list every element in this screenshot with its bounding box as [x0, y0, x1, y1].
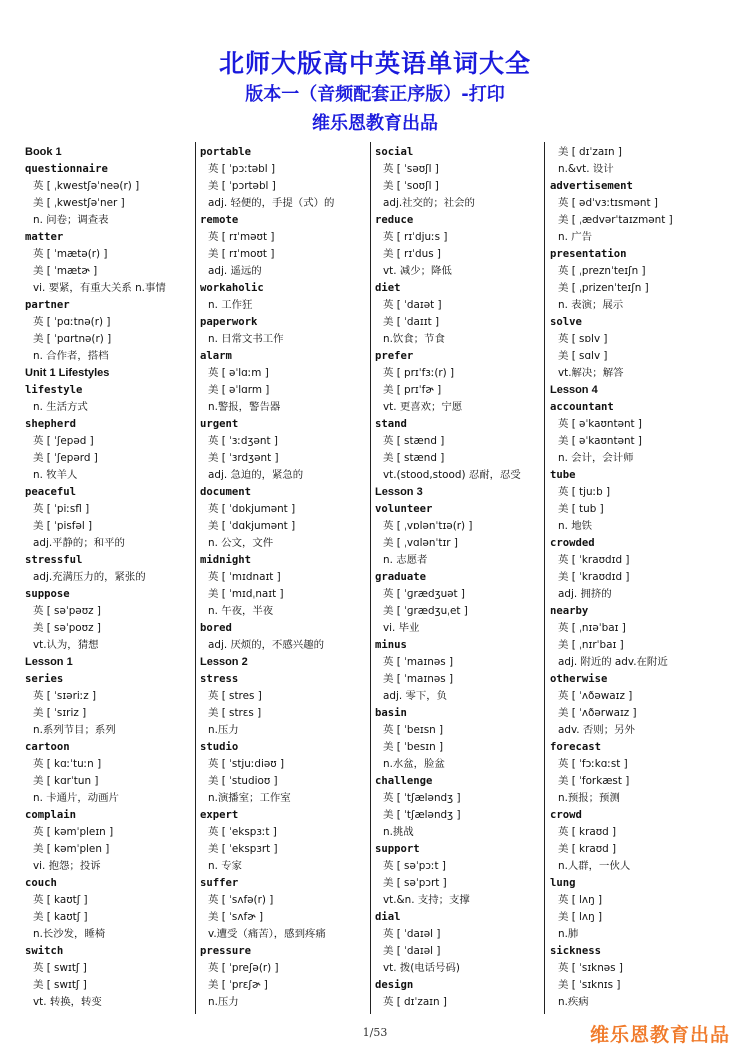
phonetic: 美 [ ˈʌðərwaɪz ] — [558, 707, 637, 719]
phonetic: 美 [ rɪˈdus ] — [383, 248, 441, 260]
definition: adj. 急迫的，紧急的 — [208, 469, 304, 481]
phonetic: 英 [ ˈpɔːtəbl ] — [208, 163, 276, 175]
phonetic: 美 [ ˈsoʊʃl ] — [383, 180, 439, 192]
vocab-word: volunteer — [375, 503, 433, 515]
phonetic: 美 [ ˈsɪriz ] — [33, 707, 87, 719]
vocab-word: prefer — [375, 350, 414, 362]
definition: n.系列节目；系列 — [33, 724, 116, 736]
phonetic: 英 [ ˈsɪəriːz ] — [33, 690, 97, 702]
definition: v.遭受（痛苦），感到疼痛 — [208, 928, 326, 940]
definition: n.长沙发，睡椅 — [33, 928, 106, 940]
definition: adj. 拥挤的 — [558, 588, 612, 600]
phonetic: 英 [ tjuːb ] — [558, 486, 611, 498]
phonetic: 英 [ ˈmætə(r) ] — [33, 248, 108, 260]
vocab-word: stress — [200, 673, 239, 685]
definition: vt.&n. 支持；支撑 — [383, 894, 470, 906]
phonetic: 英 [ ˈpiːsfl ] — [33, 503, 90, 515]
section-heading: Lesson 3 — [375, 486, 423, 498]
definition: n. 卡通片，动画片 — [33, 792, 119, 804]
phonetic: 美 [ kɑrˈtun ] — [33, 775, 99, 787]
phonetic: 英 [ ˈʃepəd ] — [33, 435, 94, 447]
word-column-1 — [25, 144, 190, 1014]
phonetic: 美 [ ˈsɪknɪs ] — [558, 979, 621, 991]
definition: adv. 否则；另外 — [558, 724, 635, 736]
phonetic: 美 [ səˈpoʊz ] — [33, 622, 101, 634]
phonetic: 美 [ ˌkwestʃəˈner ] — [33, 197, 125, 209]
vocab-word: midnight — [200, 554, 252, 566]
phonetic: 英 [ swɪtʃ ] — [33, 962, 87, 974]
phonetic: 美 [ ˈdaɪəl ] — [383, 945, 441, 957]
definition: adj.充满压力的，紧张的 — [33, 571, 146, 583]
publisher-line: 维乐恩教育出品 — [312, 113, 438, 134]
definition: n. 合作者，搭档 — [33, 350, 109, 362]
definition: n. 工作狂 — [208, 299, 253, 311]
phonetic: 美 [ ˈsʌfɚ ] — [208, 911, 263, 923]
phonetic: 美 [ rɪˈmoʊt ] — [208, 248, 275, 260]
phonetic: 英 [ kəmˈpleɪn ] — [33, 826, 114, 838]
phonetic: 英 [ ˈdaɪəl ] — [383, 928, 441, 940]
phonetic: 英 [ səˈpɔːt ] — [383, 860, 446, 872]
phonetic: 英 [ ˈsɪknəs ] — [558, 962, 623, 974]
vocab-word: shepherd — [25, 418, 77, 430]
phonetic: 美 [ dɪˈzaɪn ] — [558, 146, 622, 158]
phonetic: 美 [ ˈkraʊdɪd ] — [558, 571, 630, 583]
phonetic: 英 [ əˈkaʊntənt ] — [558, 418, 642, 430]
phonetic: 美 [ ˈforkæst ] — [558, 775, 630, 787]
phonetic: 美 [ kəmˈplen ] — [33, 843, 110, 855]
definition: adj. 附近的 adv.在附近 — [558, 656, 668, 668]
phonetic: 英 [ ədˈvɜːtɪsmənt ] — [558, 197, 658, 209]
section-heading: Lesson 1 — [25, 656, 73, 668]
definition: vt. 减少；降低 — [383, 265, 452, 277]
vocab-word: cartoon — [25, 741, 70, 753]
vocab-word: series — [25, 673, 64, 685]
vocab-word: alarm — [200, 350, 232, 362]
phonetic: 英 [ ˈpreʃə(r) ] — [208, 962, 279, 974]
phonetic: 英 [ stres ] — [208, 690, 262, 702]
definition: n. 日常文书工作 — [208, 333, 284, 345]
phonetic: 英 [ ˌkwestʃəˈneə(r) ] — [33, 180, 140, 192]
definition: vt.认为，猜想 — [33, 639, 99, 651]
phonetic: 英 [ əˈlɑːm ] — [208, 367, 269, 379]
phonetic: 美 [ əˈkaʊntənt ] — [558, 435, 642, 447]
vocab-word: pressure — [200, 945, 252, 957]
section-heading: Book 1 — [25, 146, 62, 158]
phonetic: 英 [ ˈstjuːdiəʊ ] — [208, 758, 285, 770]
phonetic: 英 [ ˌpreznˈteɪʃn ] — [558, 265, 646, 277]
phonetic: 英 [ ˈdɒkjumənt ] — [208, 503, 296, 515]
phonetic: 美 [ kaʊtʃ ] — [33, 911, 88, 923]
vocab-word: urgent — [200, 418, 239, 430]
phonetic: 英 [ ˈekspɜːt ] — [208, 826, 277, 838]
definition: n. 公文，文件 — [208, 537, 274, 549]
definition: n. 表演；展示 — [558, 299, 624, 311]
phonetic: 美 [ ˈmaɪnəs ] — [383, 673, 454, 685]
definition: adj. 遥远的 — [208, 265, 262, 277]
phonetic: 英 [ ˌnɪəˈbaɪ ] — [558, 622, 626, 634]
phonetic: 英 [ ˌvɒlənˈtɪə(r) ] — [383, 520, 473, 532]
definition: n. 生活方式 — [33, 401, 88, 413]
phonetic: 美 [ səˈpɔrt ] — [383, 877, 447, 889]
definition: n. 志愿者 — [383, 554, 428, 566]
definition: adj. 厌烦的，不感兴趣的 — [208, 639, 324, 651]
phonetic: 英 [ ˈɜːdʒənt ] — [208, 435, 278, 447]
document-subtitle: 版本一（音频配套正序版）-打印 — [245, 84, 505, 105]
word-column-4 — [550, 144, 725, 1014]
vocab-word: studio — [200, 741, 239, 753]
phonetic: 英 [ ˈmɪdnaɪt ] — [208, 571, 281, 583]
phonetic: 美 [ ˈmɪdˌnaɪt ] — [208, 588, 284, 600]
vocab-word: lifestyle — [25, 384, 83, 396]
definition: n.演播室；工作室 — [208, 792, 291, 804]
phonetic: 英 [ ˈkraʊdɪd ] — [558, 554, 630, 566]
definition: vt. 转换，转变 — [33, 996, 102, 1008]
definition: n. 专家 — [208, 860, 242, 872]
phonetic: 美 [ ˌnɪrˈbaɪ ] — [558, 639, 624, 651]
phonetic: 美 [ swɪtʃ ] — [33, 979, 87, 991]
vocab-word: graduate — [375, 571, 427, 583]
definition: vi. 毕业 — [383, 622, 420, 634]
vocab-word: design — [375, 979, 414, 991]
phonetic: 美 [ kraʊd ] — [558, 843, 617, 855]
phonetic: 英 [ rɪˈməʊt ] — [208, 231, 275, 243]
vocab-word: advertisement — [550, 180, 633, 192]
phonetic: 美 [ lʌŋ ] — [558, 911, 603, 923]
vocab-word: crowd — [550, 809, 582, 821]
phonetic: 英 [ ˈsəʊʃl ] — [383, 163, 439, 175]
vocab-word: document — [200, 486, 252, 498]
phonetic: 美 [ ˈprɛʃɚ ] — [208, 979, 268, 991]
word-column-3 — [375, 144, 540, 1014]
phonetic: 美 [ ˌprizenˈteɪʃn ] — [558, 282, 649, 294]
definition: n.挑战 — [383, 826, 414, 838]
vocab-word: solve — [550, 316, 582, 328]
definition: vi. 要紧，有重大关系 n.事情 — [33, 282, 166, 294]
vocab-word: paperwork — [200, 316, 258, 328]
document-title: 北师大版高中英语单词大全 — [218, 49, 531, 78]
phonetic: 英 [ prɪˈfɜː(r) ] — [383, 367, 455, 379]
section-heading: Unit 1 Lifestyles — [25, 367, 110, 379]
column-divider — [370, 142, 371, 1014]
phonetic: 美 [ ˈtʃæləndʒ ] — [383, 809, 461, 821]
phonetic: 美 [ ˈdɑkjumənt ] — [208, 520, 296, 532]
page-number: 1/53 — [362, 1026, 388, 1039]
vocab-word: workaholic — [200, 282, 264, 294]
definition: n. 会计，会计师 — [558, 452, 634, 464]
definition: vt.解决；解答 — [558, 367, 624, 379]
phonetic: 美 [ ˈstudioʊ ] — [208, 775, 278, 787]
phonetic: 美 [ ˌædvərˈtaɪzmənt ] — [558, 214, 673, 226]
phonetic: 英 [ səˈpəʊz ] — [33, 605, 101, 617]
definition: vt.(stood,stood) 忍耐，忍受 — [383, 469, 521, 481]
word-column-2 — [200, 144, 365, 1014]
vocab-word: matter — [25, 231, 64, 243]
vocab-word: social — [375, 146, 414, 158]
column-divider — [544, 142, 545, 1014]
phonetic: 英 [ ˈʌðəwaɪz ] — [558, 690, 633, 702]
vocab-word: expert — [200, 809, 239, 821]
watermark-logo: 维乐恩教育出品 — [589, 1024, 730, 1046]
phonetic: 美 [ ˈekspɜrt ] — [208, 843, 278, 855]
phonetic: 英 [ ˈsʌfə(r) ] — [208, 894, 274, 906]
definition: adj.平静的；和平的 — [33, 537, 125, 549]
definition: n. 问卷；调查表 — [33, 214, 109, 226]
vocab-word: challenge — [375, 775, 433, 787]
phonetic: 美 [ strɛs ] — [208, 707, 262, 719]
phonetic: 美 [ tub ] — [558, 503, 604, 515]
phonetic: 英 [ sɒlv ] — [558, 333, 608, 345]
vocab-word: suppose — [25, 588, 70, 600]
phonetic: 美 [ ˈpɑrtnə(r) ] — [33, 333, 112, 345]
definition: n. 地铁 — [558, 520, 592, 532]
definition: n. 广告 — [558, 231, 592, 243]
phonetic: 英 [ kraʊd ] — [558, 826, 617, 838]
definition: adj.社交的；社会的 — [383, 197, 475, 209]
vocab-word: nearby — [550, 605, 589, 617]
vocab-word: tube — [550, 469, 576, 481]
phonetic: 英 [ ˈtʃæləndʒ ] — [383, 792, 461, 804]
definition: n.饮食；节食 — [383, 333, 445, 345]
definition: adj. 零下，负 — [383, 690, 448, 702]
phonetic: 英 [ dɪˈzaɪn ] — [383, 996, 447, 1008]
definition: n.&vt. 设计 — [558, 163, 614, 175]
vocab-word: stand — [375, 418, 407, 430]
vocab-word: accountant — [550, 401, 614, 413]
vocab-word: reduce — [375, 214, 414, 226]
vocab-word: lung — [550, 877, 576, 889]
section-heading: Lesson 4 — [550, 384, 598, 396]
vocab-word: otherwise — [550, 673, 608, 685]
phonetic: 美 [ ˈbesɪn ] — [383, 741, 444, 753]
section-heading: Lesson 2 — [200, 656, 248, 668]
phonetic: 英 [ ˈpɑːtnə(r) ] — [33, 316, 111, 328]
vocab-word: couch — [25, 877, 57, 889]
phonetic: 美 [ əˈlɑrm ] — [208, 384, 270, 396]
definition: n.人群，一伙人 — [558, 860, 631, 872]
vocab-word: remote — [200, 214, 239, 226]
phonetic: 美 [ ˈɡrædʒuˌet ] — [383, 605, 468, 617]
vocab-word: dial — [375, 911, 401, 923]
phonetic: 英 [ ˈbeɪsn ] — [383, 724, 444, 736]
vocab-word: presentation — [550, 248, 627, 260]
phonetic: 英 [ kaʊtʃ ] — [33, 894, 88, 906]
phonetic: 美 [ prɪˈfɚ ] — [383, 384, 442, 396]
definition: n.水盆，脸盆 — [383, 758, 445, 770]
phonetic: 美 [ ˈpɔrtəbl ] — [208, 180, 276, 192]
definition: n. 牧羊人 — [33, 469, 78, 481]
definition: vi. 抱怨；投诉 — [33, 860, 101, 872]
vocab-word: portable — [200, 146, 252, 158]
phonetic: 美 [ ˈdaɪɪt ] — [383, 316, 440, 328]
phonetic: 美 [ sɑlv ] — [558, 350, 608, 362]
vocab-word: stressful — [25, 554, 83, 566]
phonetic: 美 [ ˈpisfəl ] — [33, 520, 93, 532]
column-divider — [195, 142, 196, 1014]
vocab-word: peaceful — [25, 486, 77, 498]
vocab-word: sickness — [550, 945, 602, 957]
vocab-word: basin — [375, 707, 407, 719]
phonetic: 美 [ ˈɜrdʒənt ] — [208, 452, 279, 464]
definition: vt. 更喜欢；宁愿 — [383, 401, 463, 413]
vocab-word: crowded — [550, 537, 595, 549]
definition: n.警报，警告器 — [208, 401, 281, 413]
definition: n.肺 — [558, 928, 579, 940]
vocab-word: suffer — [200, 877, 239, 889]
definition: n.压力 — [208, 996, 239, 1008]
vocab-word: bored — [200, 622, 232, 634]
vocab-word: switch — [25, 945, 64, 957]
vocab-word: support — [375, 843, 420, 855]
vocab-word: questionnaire — [25, 163, 108, 175]
phonetic: 英 [ ˈfɔːkɑːst ] — [558, 758, 628, 770]
vocab-word: diet — [375, 282, 401, 294]
definition: n.疾病 — [558, 996, 589, 1008]
phonetic: 英 [ ˈdaɪət ] — [383, 299, 442, 311]
vocab-word: forecast — [550, 741, 602, 753]
definition: vt. 拨(电话号码) — [383, 962, 460, 974]
phonetic: 美 [ ˈmætɚ ] — [33, 265, 98, 277]
phonetic: 美 [ ˈʃepərd ] — [33, 452, 98, 464]
phonetic: 美 [ stænd ] — [383, 452, 445, 464]
phonetic: 美 [ ˌvɑlənˈtɪr ] — [383, 537, 458, 549]
definition: adj. 轻便的，手提（式）的 — [208, 197, 335, 209]
vocab-word: complain — [25, 809, 77, 821]
definition: n. 午夜，半夜 — [208, 605, 274, 617]
phonetic: 英 [ lʌŋ ] — [558, 894, 603, 906]
phonetic: 英 [ stænd ] — [383, 435, 445, 447]
vocab-word: partner — [25, 299, 70, 311]
vocab-word: minus — [375, 639, 407, 651]
phonetic: 英 [ ˈmaɪnəs ] — [383, 656, 454, 668]
phonetic: 英 [ kɑːˈtuːn ] — [33, 758, 102, 770]
phonetic: 英 [ rɪˈdjuːs ] — [383, 231, 448, 243]
phonetic: 英 [ ˈɡrædʒuət ] — [383, 588, 465, 600]
definition: n.预报；预测 — [558, 792, 620, 804]
definition: n.压力 — [208, 724, 239, 736]
